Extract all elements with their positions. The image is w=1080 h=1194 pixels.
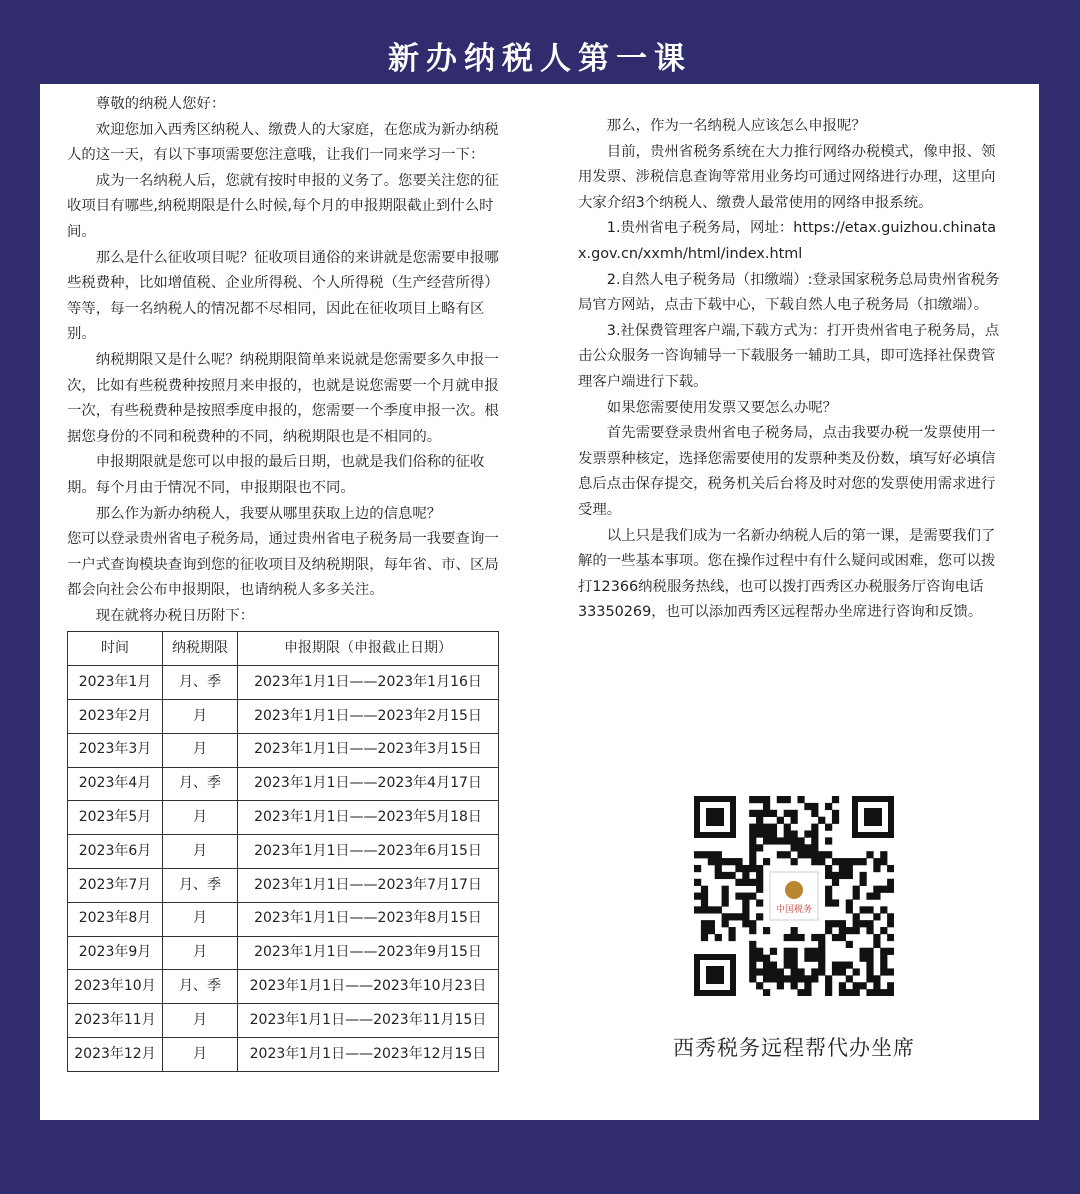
cell-deadline: 2023年1月1日——2023年5月18日 — [238, 801, 499, 835]
table-row — [68, 869, 499, 903]
cell-month: 2023年8月 — [68, 902, 163, 936]
cell-period: 月、季 — [163, 666, 238, 700]
qr-caption: 西秀税务远程帮代办坐席 — [673, 1036, 915, 1060]
cell-month: 2023年9月 — [68, 936, 163, 970]
paragraph-closing: 以上只是我们成为一名新办纳税人后的第一课，是需要我们了解的一些基本事项。您在操作过程中有什么疑问或困难，您可以拨打12366纳税服务热线，也可以拨打西秀区办税服务厅咨询电话33350269，也可以添加西秀区远程帮办坐席进行咨询和反馈。 — [578, 527, 996, 621]
paragraph-info-question: 那么作为新办纳税人，我要从哪里获取上边的信息呢？ — [95, 505, 442, 522]
header-tax-period: 纳税期限 — [163, 632, 238, 666]
table-row — [68, 835, 499, 869]
page-title: 新办纳税人第一课 — [388, 41, 692, 77]
table-row — [68, 970, 499, 1004]
table-row — [68, 801, 499, 835]
cell-period: 月、季 — [163, 970, 238, 1004]
cell-period: 月 — [163, 936, 238, 970]
header-time: 时间 — [68, 632, 163, 666]
table-row — [68, 733, 499, 767]
paragraph-invoice: 首先需要登录贵州省电子税务局，点击我要办税一发票使用一发票票种核定，选择您需要使用的发票种类及份数，填写好必填信息后点击保存提交，税务机关后台将及时对您的发票使用需求进行受理。 — [578, 425, 996, 518]
table-row — [68, 1038, 499, 1072]
cell-deadline: 2023年1月1日——2023年4月17日 — [238, 767, 499, 801]
cell-period: 月、季 — [163, 869, 238, 903]
cell-deadline: 2023年1月1日——2023年7月17日 — [238, 869, 499, 903]
cell-month: 2023年11月 — [68, 1004, 163, 1038]
question-invoice: 如果您需要使用发票又要怎么办呢？ — [606, 399, 838, 416]
table-row — [68, 936, 499, 970]
table-row — [68, 666, 499, 700]
table-row — [68, 700, 499, 734]
cell-deadline: 2023年1月1日——2023年10月23日 — [238, 970, 499, 1004]
paragraph-online-filing: 目前，贵州省税务系统在大力推行网络办税模式，像申报、领用发票、涉税信息查询等常用业务均可通过网络进行办理，这里向大家介绍3个纳税人、缴费人最常使用的网络申报系统。 — [578, 143, 996, 211]
paragraph-filing-deadline: 申报期限就是您可以申报的最后日期，也就是我们俗称的征收期。每个月由于情况不同，申报期限也不同。 — [67, 454, 485, 496]
qr-logo-text: 中国税务 — [775, 905, 813, 915]
cell-period: 月 — [163, 801, 238, 835]
tax-calendar-table — [67, 631, 499, 1071]
cell-deadline: 2023年1月1日——2023年11月15日 — [238, 1004, 499, 1038]
cell-deadline: 2023年1月1日——2023年1月16日 — [238, 666, 499, 700]
table-row — [68, 1004, 499, 1038]
cell-month: 2023年5月 — [68, 801, 163, 835]
paragraph-collection-items: 那么是什么征收项目呢？征收项目通俗的来讲就是您需要申报哪些税费种，比如增值税、企业所得税、个人所得税（生产经营所得）等等，每一名纳税人的情况都不尽相同，因此在征收项目上略有区别。 — [67, 249, 499, 343]
cell-month: 2023年3月 — [68, 733, 163, 767]
left-column — [67, 92, 513, 1072]
system-item-etax: 1.贵州省电子税务局，网址：https://etax.guizhou.chinatax.gov.cn/xxmh/html/index.html — [578, 220, 997, 262]
right-column — [578, 114, 1008, 626]
cell-deadline: 2023年1月1日——2023年6月15日 — [238, 835, 499, 869]
cell-period: 月 — [163, 835, 238, 869]
cell-period: 月、季 — [163, 767, 238, 801]
paragraph-info-answer: 您可以登录贵州省电子税务局，通过贵州省电子税务局一我要查询一一户式查询模块查询到您的征收项目及纳税期限，每年省、市、区局都会向社会公布申报期限，也请纳税人多多关注。 — [67, 531, 499, 599]
cell-month: 2023年4月 — [68, 767, 163, 801]
cell-period: 月 — [163, 733, 238, 767]
cell-period: 月 — [163, 1038, 238, 1072]
content-panel — [40, 84, 1039, 1120]
cell-month: 2023年1月 — [68, 666, 163, 700]
cell-period: 月 — [163, 1004, 238, 1038]
cell-month: 2023年12月 — [68, 1038, 163, 1072]
question-how-to-file: 那么，作为一名纳税人应该怎么申报呢？ — [606, 118, 866, 134]
header-filing-deadline: 申报期限（申报截止日期） — [238, 632, 499, 666]
paragraph-calendar-intro: 现在就将办税日历附下： — [95, 607, 255, 624]
paragraph-welcome: 欢迎您加入西秀区纳税人、缴费人的大家庭，在您成为新办纳税人的这一天，有以下事项需要您注意哦，让我们一同来学习一下： — [67, 121, 499, 164]
paragraph-obligation: 成为一名纳税人后，您就有按时申报的义务了。您要关注您的征收项目有哪些,纳税期限是什么时候,每个月的申报期限截止到什么时间。 — [67, 172, 499, 240]
cell-deadline: 2023年1月1日——2023年12月15日 — [238, 1038, 499, 1072]
table-row — [68, 767, 499, 801]
cell-deadline: 2023年1月1日——2023年8月15日 — [238, 902, 499, 936]
table-row — [68, 902, 499, 936]
tax-emblem-icon — [785, 881, 803, 899]
qr-code — [694, 796, 894, 996]
cell-period: 月 — [163, 902, 238, 936]
cell-month: 2023年2月 — [68, 700, 163, 734]
cell-period: 月 — [163, 700, 238, 734]
paragraph-tax-period: 纳税期限又是什么呢？纳税期限简单来说就是您需要多久申报一次，比如有些税费种按照月来申报的，也就是说您需要一个月就申报一次，有些税费种是按照季度申报的，您需要一个季度申报一次。根据您身份的不同和税费种的不同，纳税期限也是不相同的。 — [67, 351, 499, 445]
table-header-row — [68, 632, 499, 666]
greeting: 尊敬的纳税人您好： — [95, 96, 226, 112]
cell-deadline: 2023年1月1日——2023年3月15日 — [238, 733, 499, 767]
cell-month: 2023年10月 — [68, 970, 163, 1004]
cell-month: 2023年6月 — [68, 835, 163, 869]
system-item-social-insurance: 3.社保费管理客户端,下载方式为：打开贵州省电子税务局，点击公众服务一咨询辅导一下载服务一辅助工具，即可选择社保费管理客户端进行下载。 — [578, 322, 1000, 390]
cell-deadline: 2023年1月1日——2023年2月15日 — [238, 700, 499, 734]
cell-month: 2023年7月 — [68, 869, 163, 903]
system-item-natural-person: 2.自然人电子税务局（扣缴端）:登录国家税务总局贵州省税务局官方网站，点击下载中心，下载自然人电子税务局（扣缴端）。 — [578, 271, 1000, 314]
cell-deadline: 2023年1月1日——2023年9月15日 — [238, 936, 499, 970]
